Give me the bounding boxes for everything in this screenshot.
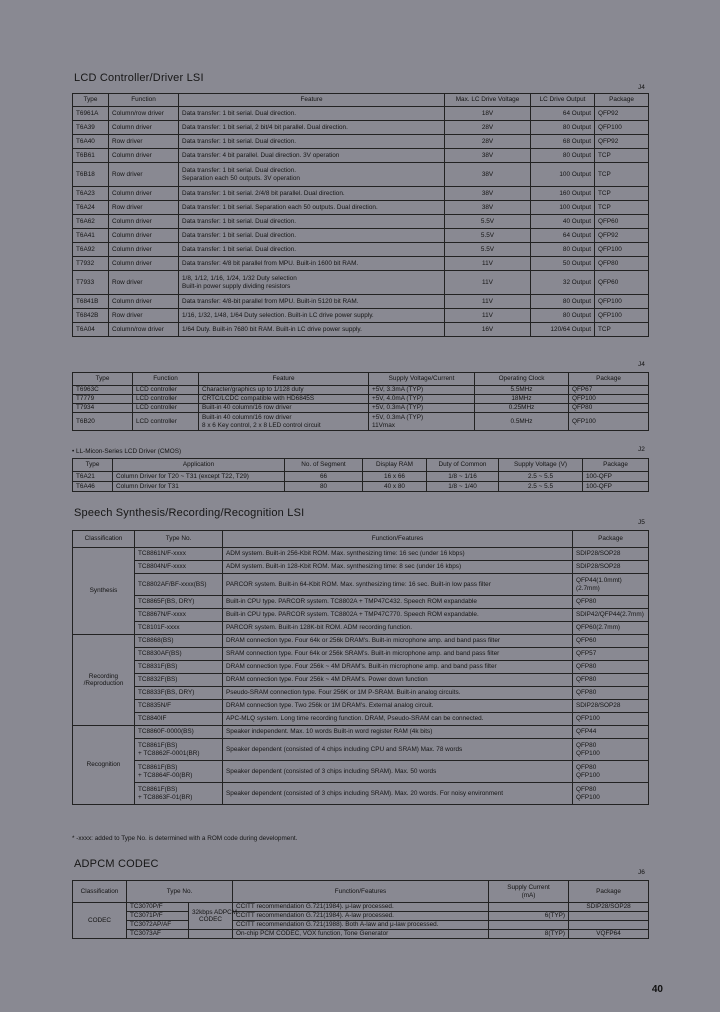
table-cell: T6961A	[73, 107, 109, 121]
table-cell: 160 Output	[531, 187, 595, 201]
table-row	[73, 229, 649, 243]
table-cell: QFP44(1.0mmt) (2.7mm)	[573, 574, 649, 596]
table-row	[73, 661, 649, 674]
table-cell: T6B61	[73, 149, 109, 163]
table-cell: +5V, 4.0mA (TYP)	[369, 395, 475, 404]
table-row	[73, 309, 649, 323]
table-cell: 66	[285, 472, 363, 482]
table-cell: VQFP64	[569, 930, 649, 939]
column-header: LC Drive Output	[531, 94, 595, 107]
micon-header-row	[73, 459, 649, 472]
table-cell: Row driver	[109, 135, 179, 149]
speech-footnote: * -xxxx: added to Type No. is determined with a ROM code during development.	[72, 835, 298, 842]
table-cell: 80 Output	[531, 243, 595, 257]
table-cell: Column/row driver	[109, 107, 179, 121]
table-cell: T7932	[73, 257, 109, 271]
table-cell: T6B18	[73, 163, 109, 187]
table-cell: Row driver	[109, 309, 179, 323]
section-tag: J4	[638, 361, 645, 368]
table-cell: 28V	[445, 135, 531, 149]
table-cell: 18V	[445, 107, 531, 121]
table-cell: Speaker independent. Max. 10 words Built-in word register RAM (4k bits)	[223, 726, 573, 739]
table-cell: 1/16, 1/32, 1/48, 1/64 Duty selection. Built-in LC drive power supply.	[179, 309, 445, 323]
column-header: Application	[113, 459, 285, 472]
table-cell: TC8833F(BS, DRY)	[135, 687, 223, 700]
column-header: Type No.	[135, 531, 223, 548]
lcd-section-title: LCD Controller/Driver LSI	[74, 72, 204, 84]
table-cell: 28V	[445, 121, 531, 135]
table-cell: TC8832F(BS)	[135, 674, 223, 687]
table-cell: 38V	[445, 187, 531, 201]
column-header: Display RAM	[363, 459, 427, 472]
table-cell: Data transfer: 1 bit serial. Dual direction.	[179, 107, 445, 121]
table-cell: Column driver	[109, 215, 179, 229]
table-cell: Row driver	[109, 271, 179, 295]
table-cell: 11V	[445, 257, 531, 271]
table-cell: 6(TYP)	[489, 912, 569, 921]
table-cell: Column Driver for T31	[113, 482, 285, 492]
table-cell: TC8865F(BS, DRY)	[135, 596, 223, 609]
table-cell: 100-QFP	[583, 472, 649, 482]
table-cell: SDIP28/SOP28	[573, 561, 649, 574]
table-cell: TC8860F-0000(BS)	[135, 726, 223, 739]
classification-cell: Synthesis	[73, 548, 135, 635]
table-cell: TCP	[595, 323, 649, 337]
table-cell: Built-in 40 column/16 row driver	[199, 404, 369, 413]
table-cell: 100 Output	[531, 163, 595, 187]
table-cell: CCITT recommendation G.721(1984). A-law processed.	[233, 912, 489, 921]
table-cell: 2.5 ~ 5.5	[499, 472, 583, 482]
table-cell: 1/8 ~ 1/40	[427, 482, 499, 492]
table-cell: 64 Output	[531, 107, 595, 121]
table-cell: Data transfer: 4 bit parallel. Dual direction. 3V operation	[179, 149, 445, 163]
table-cell: 38V	[445, 163, 531, 187]
table-cell: QFP100	[595, 295, 649, 309]
table-cell: DRAM connection type. Two 256k or 1M DRAM's. External analog circuit.	[223, 700, 573, 713]
table-cell: QFP80	[573, 674, 649, 687]
table-cell: +5V, 0.3mA (TYP)	[369, 404, 475, 413]
table-cell: TC3072AP/AF	[127, 921, 189, 930]
table-cell: CCITT recommendation G.721(1988). Both A-law and μ-law processed.	[233, 921, 489, 930]
table-cell: 80 Output	[531, 121, 595, 135]
table-cell	[489, 921, 569, 930]
table-cell: T7933	[73, 271, 109, 295]
table-cell: T7934	[73, 404, 133, 413]
table-cell: 18MHz	[475, 395, 569, 404]
classification-cell: Recording /Reproduction	[73, 635, 135, 726]
column-header: Supply Voltage (V)	[499, 459, 583, 472]
table-cell: TC8831F(BS)	[135, 661, 223, 674]
table-cell: 80 Output	[531, 149, 595, 163]
table-cell: QFP80	[573, 687, 649, 700]
table-cell: 120/64 Output	[531, 323, 595, 337]
table-cell: TC8867N/F-xxxx	[135, 609, 223, 622]
table-row	[73, 386, 649, 395]
table-cell: T6A23	[73, 187, 109, 201]
table-row	[73, 761, 649, 783]
table-row	[73, 413, 649, 431]
table-cell: QFP44	[573, 726, 649, 739]
table-row	[73, 930, 649, 939]
table-cell: Column driver	[109, 121, 179, 135]
table-cell: QFP60	[573, 635, 649, 648]
table-cell: Data transfer: 1 bit serial. 2/4/8 bit parallel. Dual direction.	[179, 187, 445, 201]
column-header: Package	[573, 531, 649, 548]
table-row	[73, 548, 649, 561]
table-cell: 0.25MHz	[475, 404, 569, 413]
table-cell: Column driver	[109, 243, 179, 257]
micon-driver-table	[72, 458, 649, 492]
column-header: No. of Segment	[285, 459, 363, 472]
table-cell: Data transfer: 1 bit serial. Dual direction. Separation each 50 outputs. 3V operation	[179, 163, 445, 187]
section-tag: J2	[638, 446, 645, 453]
table-cell: TC8101F-xxxx	[135, 622, 223, 635]
table-cell: 32 Output	[531, 271, 595, 295]
classification-cell: Recognition	[73, 726, 135, 805]
table-cell: QFP67	[569, 386, 649, 395]
table-cell: Data transfer: 1 bit serial. Separation each 50 outputs. Dual direction.	[179, 201, 445, 215]
table-cell: TC3071P/F	[127, 912, 189, 921]
table-row	[73, 404, 649, 413]
table-cell: LCD controller	[133, 404, 199, 413]
table-row	[73, 561, 649, 574]
table-cell	[569, 921, 649, 930]
column-header: Supply Current (mA)	[489, 881, 569, 903]
table-cell: QFP80 QFP100	[573, 783, 649, 805]
table-row	[73, 107, 649, 121]
lcd-controller-table	[72, 372, 649, 431]
table-row	[73, 713, 649, 726]
table-cell: 16 x 66	[363, 472, 427, 482]
table-cell: ADM system. Built-in 256-Kbit ROM. Max. synthesizing time: 16 sec (under 16 kbps)	[223, 548, 573, 561]
table-cell: TCP	[595, 187, 649, 201]
table-row	[73, 149, 649, 163]
table-row	[73, 215, 649, 229]
table-cell: TCP	[595, 149, 649, 163]
table-cell: 80 Output	[531, 295, 595, 309]
table-cell: 40 x 80	[363, 482, 427, 492]
table-row	[73, 635, 649, 648]
table-cell: PARCOR system. Built-in 128K-bit ROM. ADM recording function.	[223, 622, 573, 635]
table-cell: Data transfer: 1 bit serial. Dual direction.	[179, 135, 445, 149]
speech-section-title: Speech Synthesis/Recording/Recognition LSI	[74, 507, 305, 519]
table-cell: CCITT recommendation G.721(1984). μ-law processed.	[233, 903, 489, 912]
column-header: Type	[73, 459, 113, 472]
adpcm-header-row	[73, 881, 649, 903]
table-row	[73, 674, 649, 687]
table-cell: TC3070P/F	[127, 903, 189, 912]
table-cell: T7779	[73, 395, 133, 404]
column-header: Function	[109, 94, 179, 107]
table-cell: Data transfer: 4/8-bit parallel from MPU. Built-in 5120 bit RAM.	[179, 295, 445, 309]
table-cell: 5.5MHz	[475, 386, 569, 395]
table-row	[73, 243, 649, 257]
table-row	[73, 472, 649, 482]
table-cell: TC8840IF	[135, 713, 223, 726]
table-cell: T6A41	[73, 229, 109, 243]
section-tag: J4	[638, 84, 645, 91]
table-cell: TC8861N/F-xxxx	[135, 548, 223, 561]
table-cell: TC8868(BS)	[135, 635, 223, 648]
table-cell: T6A21	[73, 472, 113, 482]
table-cell: T6B20	[73, 413, 133, 431]
adpcm-section-title: ADPCM CODEC	[74, 858, 159, 870]
table-cell: DRAM connection type. Four 256k ~ 4M DRAM's. Built-in microphone amp. and band pass filter	[223, 661, 573, 674]
table-cell: Character/graphics up to 1/128 duty	[199, 386, 369, 395]
table-cell: T6963C	[73, 386, 133, 395]
table-cell: QFP100	[595, 243, 649, 257]
table-cell: T6A92	[73, 243, 109, 257]
table-cell: 68 Output	[531, 135, 595, 149]
table-cell: Column driver	[109, 295, 179, 309]
table-row	[73, 739, 649, 761]
table-cell: 64 Output	[531, 229, 595, 243]
table-cell: Data transfer: 1 bit serial, 2 bit/4 bit parallel. Dual direction.	[179, 121, 445, 135]
table-cell: TCP	[595, 163, 649, 187]
table-cell: TC8835N/F	[135, 700, 223, 713]
table-cell: Column driver	[109, 149, 179, 163]
table-row	[73, 648, 649, 661]
table-cell: Data transfer: 4/8 bit parallel from MPU. Built-in 1600 bit RAM.	[179, 257, 445, 271]
column-header: Type No.	[127, 881, 233, 903]
table-cell: T6A46	[73, 482, 113, 492]
table-row	[73, 574, 649, 596]
table-cell: T6A39	[73, 121, 109, 135]
page-number: 40	[651, 984, 663, 995]
table-cell: SRAM connection type. Four 64k or 256k SRAM's. Built-in microphone amp. and band pass filter	[223, 648, 573, 661]
table-cell: SDIP28/SOP28	[573, 700, 649, 713]
table-cell: ADM system. Built-in 128-Kbit ROM. Max. synthesizing time: 8 sec (under 16 kbps)	[223, 561, 573, 574]
column-header: Function	[133, 373, 199, 386]
table-cell: 38V	[445, 201, 531, 215]
codec-label-cell: 32kbps ADPCM CODEC	[189, 903, 233, 930]
column-header: Function/Features	[223, 531, 573, 548]
table-cell: 0.5MHz	[475, 413, 569, 431]
table-cell: LCD controller	[133, 386, 199, 395]
table-cell: 100-QFP	[583, 482, 649, 492]
table-cell: 40 Output	[531, 215, 595, 229]
table-cell: 80	[285, 482, 363, 492]
table-row	[73, 783, 649, 805]
table-cell: TC8861F(BS) + TC8862F-0001(BR)	[135, 739, 223, 761]
table-cell: 1/8 ~ 1/16	[427, 472, 499, 482]
table-cell: 5.5V	[445, 215, 531, 229]
table-row	[73, 395, 649, 404]
table-cell: 11V	[445, 309, 531, 323]
table-row	[73, 163, 649, 187]
table-cell: TC3073AF	[127, 930, 189, 939]
table-cell: TC8802AF/BF-xxxx(BS)	[135, 574, 223, 596]
table-row	[73, 700, 649, 713]
table-cell: QFP80	[573, 661, 649, 674]
table-cell: 5.5V	[445, 229, 531, 243]
table-cell: PARCOR system. Built-in 64-Kbit ROM. Max. synthesizing time: 16 sec. Built-in low pass filter	[223, 574, 573, 596]
classification-cell: CODEC	[73, 903, 127, 939]
column-header: Feature	[199, 373, 369, 386]
table-cell	[489, 903, 569, 912]
column-header: Max. LC Drive Voltage	[445, 94, 531, 107]
column-header: Function/Features	[233, 881, 489, 903]
table-cell: Column driver	[109, 229, 179, 243]
table-cell: APC-MLQ system. Long time recording function. DRAM, Pseudo-SRAM can be connected.	[223, 713, 573, 726]
section-tag: J5	[638, 519, 645, 526]
table-cell: QFP80	[573, 596, 649, 609]
table-row	[73, 622, 649, 635]
table-cell: QFP100	[573, 713, 649, 726]
column-header: Duty of Common	[427, 459, 499, 472]
table-cell: T6A40	[73, 135, 109, 149]
table-cell: Data transfer: 1 bit serial. Dual direction.	[179, 215, 445, 229]
table-cell: 38V	[445, 149, 531, 163]
table-row	[73, 687, 649, 700]
table-row	[73, 323, 649, 337]
table-cell: 8(TYP)	[489, 930, 569, 939]
table-cell: Row driver	[109, 163, 179, 187]
table-cell: 1/64 Duty. Built-in 7680 bit RAM. Built-in LC drive power supply.	[179, 323, 445, 337]
column-header: Feature	[179, 94, 445, 107]
column-header: Supply Voltage/Current	[369, 373, 475, 386]
table-cell: 50 Output	[531, 257, 595, 271]
column-header: Package	[595, 94, 649, 107]
table-row	[73, 135, 649, 149]
table-cell: Column/row driver	[109, 323, 179, 337]
table-row	[73, 187, 649, 201]
table-row	[73, 609, 649, 622]
table-cell: 2.5 ~ 5.5	[499, 482, 583, 492]
table-cell: Column Driver for T20 ~ T31 (except T22, T29)	[113, 472, 285, 482]
table-cell: TC8861F(BS) + TC8863F-01(BR)	[135, 783, 223, 805]
table-cell: Speaker dependent (consisted of 3 chips including SRAM). Max. 50 words	[223, 761, 573, 783]
table-cell: TC8804N/F-xxxx	[135, 561, 223, 574]
table-cell: 100 Output	[531, 201, 595, 215]
table-cell: Data transfer: 1 bit serial. Dual direction.	[179, 243, 445, 257]
table-cell: QFP80	[569, 404, 649, 413]
speech-header-row	[73, 531, 649, 548]
table-cell: QFP60	[595, 271, 649, 295]
lcd-driver-header-row	[73, 94, 649, 107]
table-cell: Column driver	[109, 187, 179, 201]
table-cell: SDIP28/SOP28	[569, 903, 649, 912]
section-tag: J6	[638, 869, 645, 876]
table-cell: SDIP28/SOP28	[573, 548, 649, 561]
table-cell: Row driver	[109, 201, 179, 215]
table-cell: 11V	[445, 271, 531, 295]
table-cell: QFP57	[573, 648, 649, 661]
speech-table	[72, 530, 649, 805]
table-cell: Built-in 40 column/16 row driver 8 x 6 Key control, 2 x 8 LED control circuit	[199, 413, 369, 431]
table-cell: SDIP42/QFP44(2.7mm)	[573, 609, 649, 622]
table-cell: Built-in CPU type. PARCOR system. TC8802A + TMP47C432. Speech ROM expandable	[223, 596, 573, 609]
lcd-driver-table	[72, 93, 649, 337]
table-cell: Pseudo-SRAM connection type. Four 256K or 1M P-SRAM. Built-in analog circuits.	[223, 687, 573, 700]
table-row	[73, 482, 649, 492]
table-cell: T6A04	[73, 323, 109, 337]
adpcm-table	[72, 880, 649, 939]
table-cell	[189, 930, 233, 939]
table-cell: TC8830AF(BS)	[135, 648, 223, 661]
table-cell: 11V	[445, 295, 531, 309]
table-cell: Built-in CPU type. PARCOR system. TC8802A + TMP47C770. Speech ROM expandable.	[223, 609, 573, 622]
table-cell: QFP92	[595, 107, 649, 121]
table-cell: QFP80	[595, 257, 649, 271]
table-cell: Speaker dependent (consisted of 4 chips including CPU and SRAM) Max. 78 words	[223, 739, 573, 761]
table-row	[73, 903, 649, 912]
table-cell	[569, 912, 649, 921]
table-cell: On-chip PCM CODEC, VOX function, Tone Generator	[233, 930, 489, 939]
micon-series-label: • LL-Micon-Series LCD Driver (CMOS)	[72, 448, 182, 455]
table-cell: T6A24	[73, 201, 109, 215]
table-row	[73, 596, 649, 609]
table-row	[73, 726, 649, 739]
table-cell: DRAM connection type. Four 256k ~ 4M DRAM's. Power down function	[223, 674, 573, 687]
table-cell: LCD controller	[133, 395, 199, 404]
table-cell: Speaker dependent (consisted of 3 chips including SRAM). Max. 20 words. For noisy environment	[223, 783, 573, 805]
column-header: Classification	[73, 881, 127, 903]
table-cell: DRAM connection type. Four 64k or 256k DRAM's. Built-in microphone amp. and band pass filter	[223, 635, 573, 648]
lcd-controller-header-row	[73, 373, 649, 386]
table-cell: T6A62	[73, 215, 109, 229]
table-cell: 80 Output	[531, 309, 595, 323]
table-cell: QFP100	[595, 121, 649, 135]
table-cell: Data transfer: 1 bit serial. Dual direction.	[179, 229, 445, 243]
table-cell: 1/8, 1/12, 1/16, 1/24, 1/32 Duty selection Built-in power supply dividing resistors	[179, 271, 445, 295]
table-cell: T6841B	[73, 295, 109, 309]
column-header: Classification	[73, 531, 135, 548]
column-header: Package	[569, 881, 649, 903]
table-cell: +5V, 3.3mA (TYP)	[369, 386, 475, 395]
column-header: Type	[73, 94, 109, 107]
table-cell: QFP100	[569, 395, 649, 404]
table-cell: Column driver	[109, 257, 179, 271]
table-cell: 16V	[445, 323, 531, 337]
table-row	[73, 271, 649, 295]
column-header: Package	[583, 459, 649, 472]
table-cell: QFP60	[595, 215, 649, 229]
table-cell: QFP100	[595, 309, 649, 323]
table-cell: QFP80 QFP100	[573, 739, 649, 761]
table-cell: +5V, 0.3mA (TYP) 11Vmax	[369, 413, 475, 431]
table-cell: LCD controller	[133, 413, 199, 431]
table-row	[73, 201, 649, 215]
table-row	[73, 257, 649, 271]
column-header: Operating Clock	[475, 373, 569, 386]
table-cell: QFP100	[569, 413, 649, 431]
table-cell: T6842B	[73, 309, 109, 323]
table-row	[73, 121, 649, 135]
table-cell: CRTC/LCDC compatible with HD6845S	[199, 395, 369, 404]
table-row	[73, 912, 649, 921]
table-row	[73, 921, 649, 930]
table-cell: TC8861F(BS) + TC8864F-00(BR)	[135, 761, 223, 783]
table-cell: QFP80 QFP100	[573, 761, 649, 783]
table-cell: QFP92	[595, 135, 649, 149]
table-cell: 5.5V	[445, 243, 531, 257]
column-header: Type	[73, 373, 133, 386]
table-cell: QFP92	[595, 229, 649, 243]
table-cell: QFP60(2.7mm)	[573, 622, 649, 635]
table-cell: TCP	[595, 201, 649, 215]
table-row	[73, 295, 649, 309]
column-header: Package	[569, 373, 649, 386]
